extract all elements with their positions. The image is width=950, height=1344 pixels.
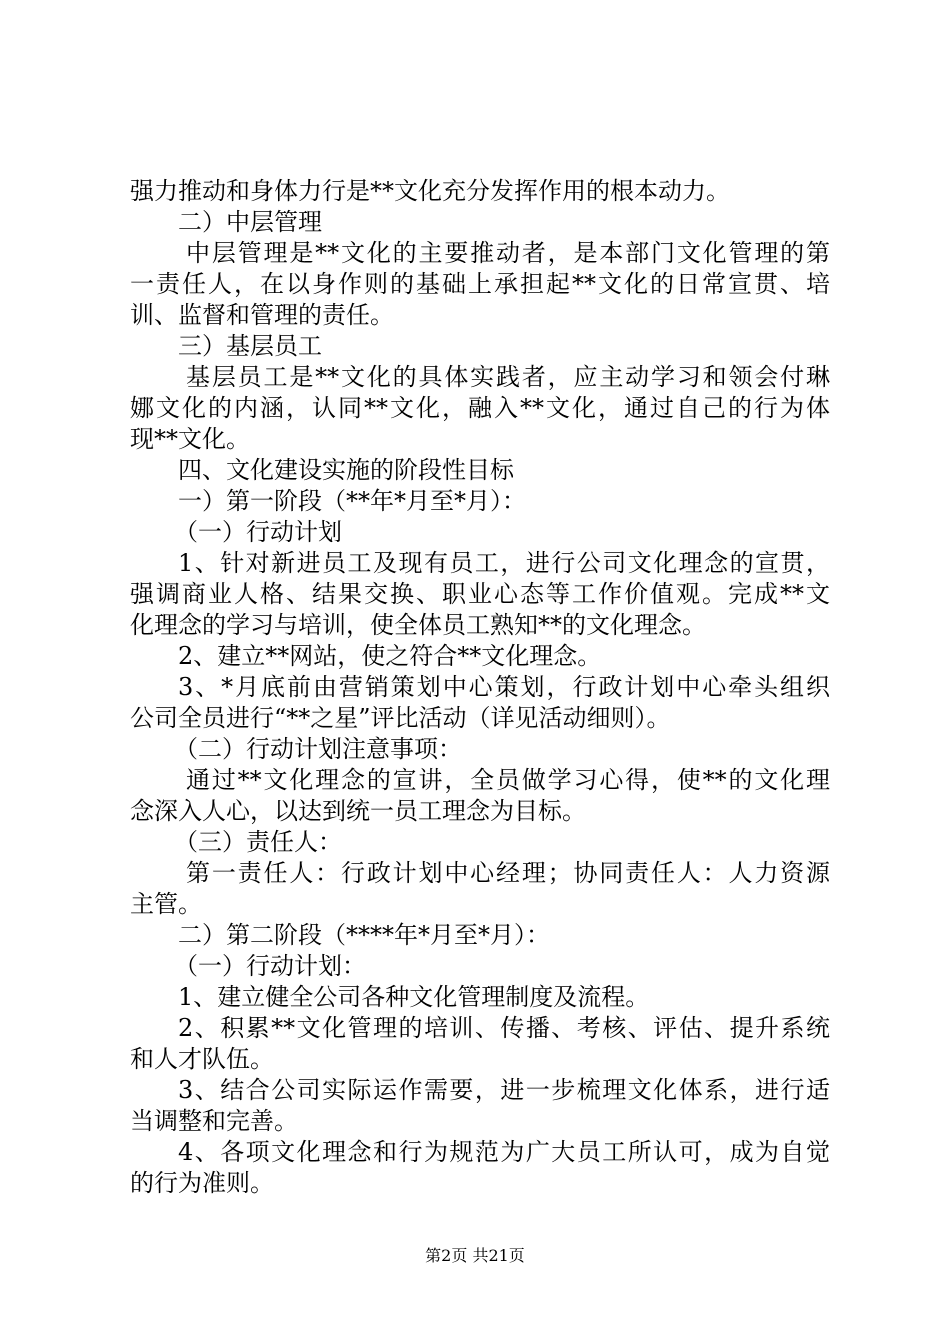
section-heading: 二）中层管理 bbox=[178, 208, 322, 236]
text-line: 强力推动和身体力行是**文化充分发挥作用的根本动力。 bbox=[130, 177, 730, 205]
text-line: 化理念的学习与培训，使全体员工熟知**的文化理念。 bbox=[130, 611, 706, 639]
section-heading: （三）责任人： bbox=[174, 828, 342, 856]
section-heading: 三）基层员工 bbox=[178, 332, 322, 360]
text-line: 2、积累**文化管理的培训、传播、考核、评估、提升系统 bbox=[178, 1014, 830, 1042]
text-line: 1、针对新进员工及现有员工，进行公司文化理念的宣贯， bbox=[178, 549, 830, 577]
section-heading: 四、文化建设实施的阶段性目标 bbox=[178, 456, 514, 484]
text-line: 现**文化。 bbox=[130, 425, 250, 453]
text-line: 一责任人，在以身作则的基础上承担起**文化的日常宣贯、培 bbox=[130, 270, 830, 298]
section-heading: （一）行动计划： bbox=[174, 952, 366, 980]
text-line: 的行为准则。 bbox=[130, 1169, 274, 1197]
section-heading: 二）第二阶段（****年*月至*月）： bbox=[178, 921, 550, 949]
text-line: 3、结合公司实际运作需要，进一步梳理文化体系，进行适 bbox=[178, 1076, 830, 1104]
text-line: 3、*月底前由营销策划中心策划，行政计划中心牵头组织 bbox=[178, 673, 830, 701]
text-line: 念深入人心，以达到统一员工理念为目标。 bbox=[130, 797, 586, 825]
text-line: 基层员工是**文化的具体实践者，应主动学习和领会付琳 bbox=[186, 363, 830, 391]
text-line: 和人才队伍。 bbox=[130, 1045, 274, 1073]
page-number-footer: 第2页 共21页 bbox=[425, 1246, 525, 1265]
section-heading: （一）行动计划 bbox=[174, 518, 342, 546]
text-line: 通过**文化理念的宣讲，全员做学习心得，使**的文化理 bbox=[186, 766, 830, 794]
text-line: 主管。 bbox=[130, 890, 202, 918]
text-line: 娜文化的内涵，认同**文化，融入**文化，通过自己的行为体 bbox=[130, 394, 830, 422]
document-body bbox=[130, 176, 830, 1199]
text-line: 2、建立**网站，使之符合**文化理念。 bbox=[178, 642, 602, 670]
text-line: 1、建立健全公司各种文化管理制度及流程。 bbox=[178, 983, 650, 1011]
text-line: 当调整和完善。 bbox=[130, 1107, 298, 1135]
text-line: 4、各项文化理念和行为规范为广大员工所认可，成为自觉 bbox=[178, 1138, 830, 1166]
text-line: 公司全员进行“**之星”评比活动（详见活动细则）。 bbox=[130, 704, 671, 732]
text-line: 第一责任人：行政计划中心经理；协同责任人：人力资源 bbox=[186, 859, 830, 887]
section-heading: （二）行动计划注意事项： bbox=[174, 735, 462, 763]
text-line: 训、监督和管理的责任。 bbox=[130, 301, 394, 329]
text-line: 强调商业人格、结果交换、职业心态等工作价值观。完成**文 bbox=[130, 580, 830, 608]
section-heading: 一）第一阶段（**年*月至*月）： bbox=[178, 487, 526, 515]
text-line: 中层管理是**文化的主要推动者，是本部门文化管理的第 bbox=[186, 239, 830, 267]
